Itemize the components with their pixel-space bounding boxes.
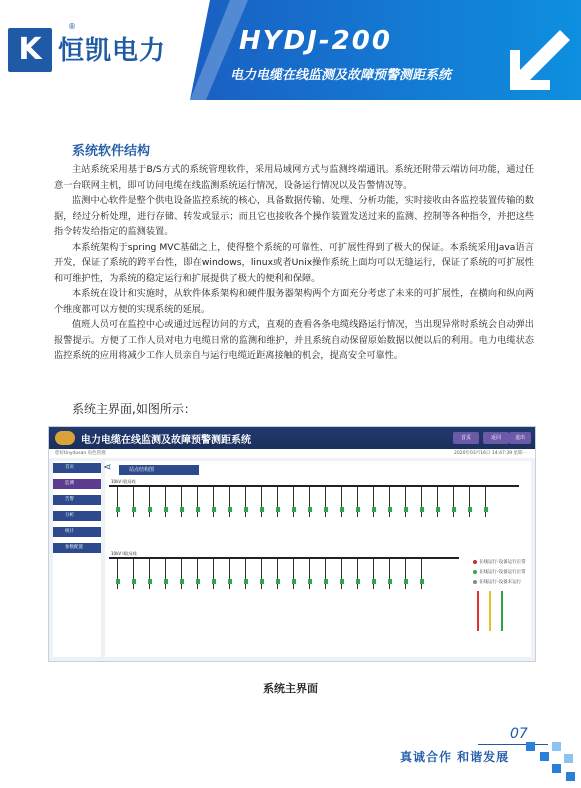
feeder-line xyxy=(389,487,390,517)
breaker-icon[interactable] xyxy=(148,579,152,584)
breaker-icon[interactable] xyxy=(308,507,312,512)
breaker-icon[interactable] xyxy=(388,507,392,512)
breaker-icon[interactable] xyxy=(484,507,488,512)
bus-bar-top xyxy=(109,485,519,487)
share-icon: ⋖ xyxy=(103,462,112,473)
feeder-line xyxy=(261,487,262,517)
footer-slogan: 真诚合作 和谐发展 xyxy=(400,750,510,764)
bus-bar-bottom xyxy=(109,557,459,559)
brand-logo-mark: K xyxy=(18,32,42,67)
breaker-icon[interactable] xyxy=(244,579,248,584)
feeder-line xyxy=(149,487,150,517)
paragraph: 值班人员可在监控中心或通过远程访问的方式，直观的查看各条电缆线路运行情况，当出现异常时系统会自动弹出报警提示。方便了工作人员对电力电缆日常的监测和维护，并且系统自动保留原始数据以便以后的利用。电力电缆状态监控系统的应用将减少工作人员亲自与运行电缆近距离接触的机会，提高安全可靠性。 xyxy=(54,319,534,361)
feeder-line xyxy=(197,487,198,517)
feeder-line xyxy=(293,559,294,589)
bus-label-top: 10kV I段母线 xyxy=(111,479,136,484)
feeder-line xyxy=(133,487,134,517)
breaker-icon[interactable] xyxy=(276,507,280,512)
decor-square xyxy=(540,752,549,761)
breaker-icon[interactable] xyxy=(324,507,328,512)
feeder-line xyxy=(181,559,182,589)
datetime: 2020年03月16日 14:47:39 星期一 xyxy=(454,451,527,456)
feeder-line xyxy=(133,559,134,589)
paragraph: 本系统架构于spring MVC基础之上，使得整个系统的可靠性、可扩展性得到了极大的保证。本系统采用Java语言开发，保证了系统的跨平台性，即在windows，linux或者Unix操作系统上面均可以无缝运行，保证了系统的可扩展性和可维护性，为系统的稳定运行和扩展提供了极大的便利和保障。 xyxy=(54,241,534,284)
breaker-icon[interactable] xyxy=(340,579,344,584)
figure-intro: 系统主界面,如图所示： xyxy=(72,402,196,416)
feeder-line xyxy=(261,559,262,589)
breaker-icon[interactable] xyxy=(340,507,344,512)
feeder-line xyxy=(373,487,374,517)
feeder-line xyxy=(421,559,422,589)
feeder-line xyxy=(117,487,118,517)
breaker-icon[interactable] xyxy=(324,579,328,584)
breaker-icon[interactable] xyxy=(116,507,120,512)
sidebar-item-statistics[interactable]: 统计 xyxy=(53,527,101,537)
breaker-icon[interactable] xyxy=(132,579,136,584)
breaker-icon[interactable] xyxy=(436,507,440,512)
feeder-line xyxy=(149,559,150,589)
breaker-icon[interactable] xyxy=(404,507,408,512)
feeder-line xyxy=(485,487,486,517)
back-button[interactable]: 返回 xyxy=(483,432,509,444)
breaker-icon[interactable] xyxy=(148,507,152,512)
breaker-icon[interactable] xyxy=(228,579,232,584)
home-button[interactable]: 首页 xyxy=(453,432,479,444)
breaker-icon[interactable] xyxy=(308,579,312,584)
paragraph: 本系统在设计和实施时，从软件体系架构和硬件服务器架构两个方面充分考虑了未来的可扩展性，在横向和纵向两个维度都可以方便的实现系统的延展。 xyxy=(54,288,534,315)
sidebar-item-alarm[interactable]: 告警 xyxy=(53,495,101,505)
decor-square xyxy=(566,772,575,781)
system-screenshot xyxy=(48,426,536,662)
page-number: 07 xyxy=(510,726,528,742)
status-line-red xyxy=(477,591,479,631)
breaker-icon[interactable] xyxy=(244,507,248,512)
feeder-line xyxy=(117,559,118,589)
breaker-icon[interactable] xyxy=(228,507,232,512)
breaker-icon[interactable] xyxy=(212,579,216,584)
legend-item: 在线运行-设备未运行 xyxy=(473,579,521,585)
decor-square xyxy=(526,742,535,751)
status-line-green xyxy=(501,591,503,631)
feeder-line xyxy=(405,487,406,517)
feeder-line xyxy=(357,487,358,517)
decor-square xyxy=(552,764,561,773)
paragraph: 监测中心软件是整个供电设备监控系统的核心，具备数据传输、处理、分析功能，实时接收由各监控装置传输的数据，经过分析处理，进行存储、转发或显示；而且它也接收各个操作装置发送过来的监测、控制等各种指令，并把这些指令转发给指定的监测装置。 xyxy=(54,195,534,237)
feeder-line xyxy=(341,487,342,517)
feeder-line xyxy=(165,559,166,589)
product-model: HYDJ-200 xyxy=(239,26,392,56)
app-title: 电力电缆在线监测及故障预警测距系统 xyxy=(81,435,251,446)
feeder-line xyxy=(229,487,230,517)
decor-square xyxy=(564,754,573,763)
registered-mark: ® xyxy=(68,22,76,31)
feeder-line xyxy=(453,487,454,517)
brand-name: 恒凯电力 xyxy=(58,36,167,66)
arrow-down-left-icon xyxy=(500,20,570,90)
tab-station-structure[interactable]: 站点结构图 xyxy=(119,465,199,475)
breaker-icon[interactable] xyxy=(164,507,168,512)
status-line-yellow xyxy=(489,591,491,631)
section-title: 系统软件结构 xyxy=(72,144,151,159)
feeder-line xyxy=(325,559,326,589)
breaker-icon[interactable] xyxy=(292,579,296,584)
breaker-icon[interactable] xyxy=(196,579,200,584)
breaker-icon[interactable] xyxy=(372,507,376,512)
feeder-line xyxy=(309,487,310,517)
feeder-line xyxy=(277,559,278,589)
breaker-icon[interactable] xyxy=(260,507,264,512)
feeder-line xyxy=(229,559,230,589)
page-rule xyxy=(478,744,548,745)
figure-caption: 系统主界面 xyxy=(263,682,318,695)
sidebar-item-config[interactable]: 参数配置 xyxy=(53,543,101,553)
breaker-icon[interactable] xyxy=(116,579,120,584)
page-header xyxy=(0,0,581,108)
feeder-line xyxy=(437,487,438,517)
feeder-line xyxy=(389,559,390,589)
app-titlebar xyxy=(49,427,535,449)
breaker-icon[interactable] xyxy=(292,507,296,512)
breaker-icon[interactable] xyxy=(276,579,280,584)
breaker-icon[interactable] xyxy=(356,579,360,584)
breaker-icon[interactable] xyxy=(180,507,184,512)
feeder-line xyxy=(197,559,198,589)
breaker-icon[interactable] xyxy=(356,507,360,512)
paragraph: 主站系统采用基于B/S方式的系统管理软件，采用局域网方式与监测终端通讯。系统还附带云端访问功能，通过任意一台联网主机，即可访问电缆在线监测系统运行情况，设备运行情况以及告警情况等。 xyxy=(54,164,534,191)
feeder-line xyxy=(325,487,326,517)
decor-square xyxy=(552,742,561,751)
breaker-icon[interactable] xyxy=(212,507,216,512)
single-line-diagram xyxy=(105,461,531,657)
sidebar-item-home[interactable]: 首页 xyxy=(53,463,101,473)
breaker-icon[interactable] xyxy=(420,579,424,584)
feeder-line xyxy=(245,559,246,589)
breaker-icon[interactable] xyxy=(372,579,376,584)
logout-button[interactable]: 退出 xyxy=(509,432,531,444)
feeder-line xyxy=(293,487,294,517)
feeder-line xyxy=(357,559,358,589)
app-sidebar xyxy=(53,461,101,657)
sidebar-item-monitor[interactable]: 监测 xyxy=(53,479,101,489)
breaker-icon[interactable] xyxy=(164,579,168,584)
feeder-line xyxy=(213,487,214,517)
feeder-line xyxy=(341,559,342,589)
app-logo xyxy=(55,431,75,445)
app-subbar xyxy=(49,449,535,458)
breaker-icon[interactable] xyxy=(468,507,472,512)
breaker-icon[interactable] xyxy=(196,507,200,512)
breaker-icon[interactable] xyxy=(420,507,424,512)
product-title: 电力电缆在线监测及故障预警测距系统 xyxy=(230,68,452,83)
feeder-line xyxy=(469,487,470,517)
breaker-icon[interactable] xyxy=(452,507,456,512)
legend-item: 在线运行-设备运行正常 xyxy=(473,569,526,575)
breaker-icon[interactable] xyxy=(132,507,136,512)
feeder-line xyxy=(245,487,246,517)
feeder-line xyxy=(309,559,310,589)
feeder-line xyxy=(405,559,406,589)
legend-item: 在线运行-设备运行正常 xyxy=(473,559,526,565)
feeder-line xyxy=(277,487,278,517)
feeder-line xyxy=(421,487,422,517)
feeder-line xyxy=(181,487,182,517)
bus-label-bottom: 10kV II段母线 xyxy=(111,551,137,556)
sidebar-item-analysis[interactable]: 分析 xyxy=(53,511,101,521)
breaker-icon[interactable] xyxy=(260,579,264,584)
user-info: 您好tinydusan 角色管理 xyxy=(55,451,106,456)
breaker-icon[interactable] xyxy=(404,579,408,584)
feeder-line xyxy=(213,559,214,589)
feeder-line xyxy=(373,559,374,589)
breaker-icon[interactable] xyxy=(388,579,392,584)
feeder-line xyxy=(165,487,166,517)
breaker-icon[interactable] xyxy=(180,579,184,584)
body-text xyxy=(54,162,534,364)
